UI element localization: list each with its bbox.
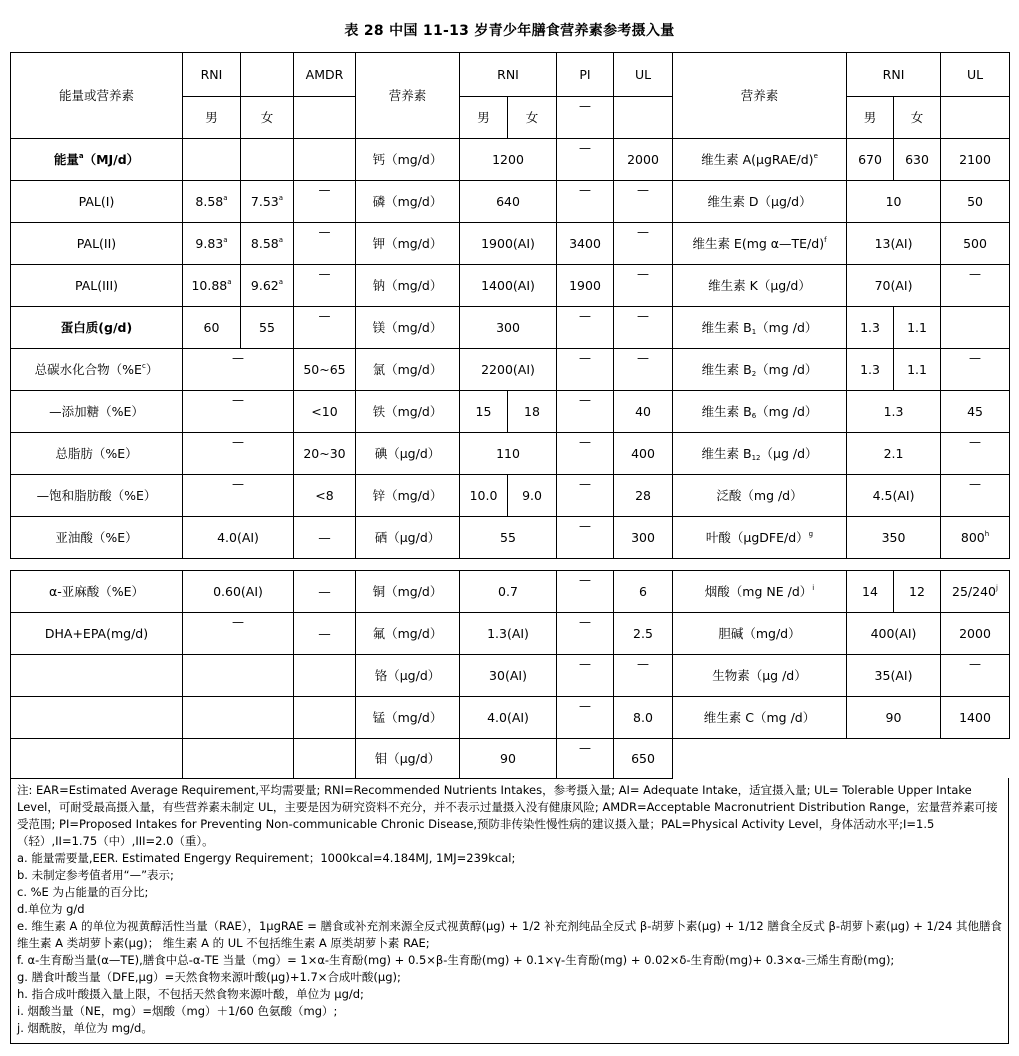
value-rni: 10 (847, 181, 941, 223)
table-row (11, 613, 1010, 655)
value-amdr-dash-inline: — (294, 517, 356, 559)
table-row (11, 571, 1010, 613)
value-pi-dash (557, 655, 614, 697)
value-ul: 8.0 (614, 697, 673, 739)
value-amdr-dash (294, 223, 356, 265)
nutrient-name: 氟（mg/d） (356, 613, 460, 655)
value-rni-dash (183, 391, 294, 433)
value-ul: 2.5 (614, 613, 673, 655)
nutrient-name: 硒（μg/d） (356, 517, 460, 559)
nutrient-name: 维生素 $B_2(mg$ /d） (673, 349, 847, 391)
value-rni (183, 697, 294, 739)
table-row (11, 697, 1010, 739)
value-male: 8.58$^a$ (183, 181, 241, 223)
value-ul: 50 (941, 181, 1010, 223)
nutrient-name: —饱和脂肪酸（%E） (11, 475, 183, 517)
value-male: 1.3 (847, 307, 894, 349)
value-pi-dash (557, 697, 614, 739)
value-ul-dash (941, 349, 1010, 391)
nutrient-name: 能量$^a$（MJ/d） (11, 139, 183, 181)
header-female-2: 女 (508, 97, 557, 139)
header-energy-nutrient: 能量或营养素 (11, 53, 183, 139)
value-male: 9.83$^a$ (183, 223, 241, 265)
value-female: 18 (508, 391, 557, 433)
nutrient-name: PAL(I) (11, 181, 183, 223)
nutrient-name: 锰（mg/d） (356, 697, 460, 739)
nutrient-name: 磷（mg/d） (356, 181, 460, 223)
header-ul-3-blank (941, 97, 1010, 139)
value-ul: 650 (614, 739, 673, 779)
table-row (11, 517, 1010, 559)
value-rni-dash (183, 433, 294, 475)
value-pi: 3400 (557, 223, 614, 265)
nutrient-name (11, 739, 183, 779)
value-amdr-dash (294, 181, 356, 223)
nutrient-table-upper (10, 52, 1010, 559)
header-female-3: 女 (894, 97, 941, 139)
header-amdr: AMDR (294, 53, 356, 97)
value-pi: 1900 (557, 265, 614, 307)
value-amdr: <10 (294, 391, 356, 433)
value-rni: 0.7 (460, 571, 557, 613)
value-ul-dash (614, 655, 673, 697)
header-female-1: 女 (241, 97, 294, 139)
value-ul: 400 (614, 433, 673, 475)
nutrient-name: 烟酸（mg NE /d）$^i$ (673, 571, 847, 613)
value-male: 10.88$^a$ (183, 265, 241, 307)
note-c: c. %E 为占能量的百分比; (17, 885, 149, 899)
value-amdr (294, 697, 356, 739)
nutrient-name: 维生素 $B_{12}(\mu g$ /d） (673, 433, 847, 475)
table-row (11, 433, 1010, 475)
header-pi-dash (557, 97, 614, 139)
value-rni: 13(AI) (847, 223, 941, 265)
value-pi-dash (557, 613, 614, 655)
value-ul: 6 (614, 571, 673, 613)
value-rni: 1400(AI) (460, 265, 557, 307)
nutrient-name (11, 655, 183, 697)
value-rni: 70(AI) (847, 265, 941, 307)
header-ul-2: UL (614, 53, 673, 97)
note-f: f. α-生育酚当量(α—TE),膳食中总-α-TE 当量（mg）= 1×α-生育酚(mg) + 0.5×β-生育酚(mg) + 0.1×γ-生育酚(mg) + 0.02×δ-生育酚(mg)+ 0.3×α-三烯生育酚(mg); (17, 953, 895, 967)
nutrient-name: 镁（mg/d） (356, 307, 460, 349)
nutrient-name: 维生素 C（mg /d） (673, 697, 847, 739)
value-amdr-dash (294, 307, 356, 349)
value-pi-dash (557, 433, 614, 475)
value-rni: 2.1 (847, 433, 941, 475)
nutrient-name: 亚油酸（%E） (11, 517, 183, 559)
nutrient-table-lower (10, 570, 1010, 779)
value-male: 670 (847, 139, 894, 181)
value-ul: 28 (614, 475, 673, 517)
value-ul: 300 (614, 517, 673, 559)
nutrient-name: α-亚麻酸（%E） (11, 571, 183, 613)
header-rni-3: RNI (847, 53, 941, 97)
value-pi-dash (557, 739, 614, 779)
nutrient-name: 钼（μg/d） (356, 739, 460, 779)
value-female: 630 (894, 139, 941, 181)
value-male: 60 (183, 307, 241, 349)
nutrient-name: 锌（mg/d） (356, 475, 460, 517)
value-rni: 1900(AI) (460, 223, 557, 265)
value-ul: 2000 (614, 139, 673, 181)
value-ul: 2000 (941, 613, 1010, 655)
nutrient-name: 蛋白质(g/d) (11, 307, 183, 349)
value-male: 15 (460, 391, 508, 433)
value-pi-dash (557, 475, 614, 517)
value-ul: 40 (614, 391, 673, 433)
value-rni: 90 (847, 697, 941, 739)
nutrient-name: 生物素（μg /d） (673, 655, 847, 697)
value-rni: 110 (460, 433, 557, 475)
value-male: 1.3 (847, 349, 894, 391)
value-rni: 55 (460, 517, 557, 559)
table-row (11, 475, 1010, 517)
nutrient-name: 氯（mg/d） (356, 349, 460, 391)
table-row (11, 391, 1010, 433)
note-main: 注: EAR=Estimated Average Requirement,平均需要量; RNI=Recommended Nutrients Intakes，参考摄入量; AI= Adequate Intake，适宜摄入量; UL= Tolerable Upper Intake Level，可耐受最高摄入量，有些营养素未制定 UL，主要是因为研究资料不充分，并不表示过量摄入没有健康风险; AMDR=Acceptable Macronutrient Distribution Range，宏量营养素可接受范围; PI=Proposed Intakes for Preventing Non-communicable Chronic Disease,预防非传染性慢性病的建议摄入量；PAL=Physical Activity Level，身体活动水平;I=1.5（轻）,II=1.75（中）,III=2.0（重）。 (17, 783, 998, 848)
value-amdr-dash (294, 265, 356, 307)
note-h: h. 指合成叶酸摄入量上限，不包括天然食物来源叶酸，单位为 μg/d; (17, 987, 364, 1001)
value-pi-dash (557, 181, 614, 223)
value-pi-dash (557, 391, 614, 433)
nutrient-name: 碘（μg/d） (356, 433, 460, 475)
value-ul-dash (941, 265, 1010, 307)
nutrient-name: 维生素 E(mg α—TE/d)$^f$ (673, 223, 847, 265)
value-pi-dash (557, 139, 614, 181)
value-ul: 800$^h$ (941, 517, 1010, 559)
note-e: e. 维生素 A 的单位为视黄醇活性当量（RAE），1μgRAE = 膳食或补充剂来源全反式视黄醇(μg) + 1/2 补充剂纯品全反式 β-胡萝卜素(μg) + 1/12 膳食全反式 β-胡萝卜素(μg) + 1/24 其他膳食维生素 A 类胡萝卜素(μg)； 维生素 A 的 UL 不包括维生素 A 原类胡萝卜素 RAE; (17, 919, 1003, 950)
value-amdr (294, 739, 356, 779)
nutrient-name: 总碳水化合物$(\%E^c)$ (11, 349, 183, 391)
value-amdr: 50~65 (294, 349, 356, 391)
footnotes (10, 778, 1009, 1044)
nutrient-name: 泛酸（mg /d） (673, 475, 847, 517)
value-female: 55 (241, 307, 294, 349)
table-row (11, 655, 1010, 697)
value-rni: 4.5(AI) (847, 475, 941, 517)
value-rni: 1.3(AI) (460, 613, 557, 655)
nutrient-name: PAL(II) (11, 223, 183, 265)
header-amdr-blank (294, 97, 356, 139)
value-ul-dash (614, 265, 673, 307)
nutrient-name: 胆碱（mg/d） (673, 613, 847, 655)
value-ul: 2100 (941, 139, 1010, 181)
value-pi-dash (557, 307, 614, 349)
table-row (11, 139, 1010, 181)
header-rni-1-blank (241, 53, 294, 97)
value-rni: 90 (460, 739, 557, 779)
value-ul: 45 (941, 391, 1010, 433)
nutrient-name: PAL(III) (11, 265, 183, 307)
table-title: 表 28 中国 11-13 岁青少年膳食营养素参考摄入量 (344, 23, 675, 39)
nutrient-name: 维生素 D（μg/d） (673, 181, 847, 223)
value-rni: 0.60(AI) (183, 571, 294, 613)
value-rni (183, 655, 294, 697)
table-row (11, 349, 1010, 391)
note-j: j. 烟酰胺，单位为 mg/d。 (17, 1021, 153, 1035)
nutrient-name: 钙（mg/d） (356, 139, 460, 181)
nutrient-name: 维生素 $B_6(mg$ /d） (673, 391, 847, 433)
value-rni-dash (183, 475, 294, 517)
nutrient-name: 总脂肪（%E） (11, 433, 183, 475)
value-ul-dash (941, 475, 1010, 517)
value-male: 10.0 (460, 475, 508, 517)
nutrient-name: —添加糖（%E） (11, 391, 183, 433)
value-female: 7.53$^a$ (241, 181, 294, 223)
header-rni-2: RNI (460, 53, 557, 97)
value-rni: 35(AI) (847, 655, 941, 697)
nutrient-name: 铜（mg/d） (356, 571, 460, 613)
value-amdr: <8 (294, 475, 356, 517)
value-amdr (294, 655, 356, 697)
value-rni: 30(AI) (460, 655, 557, 697)
value-pi-dash (557, 517, 614, 559)
value-rni: 350 (847, 517, 941, 559)
header-ul-3: UL (941, 53, 1010, 97)
value-ul: 500 (941, 223, 1010, 265)
nutrient-name: 叶酸（μgDFE/d）$^g$ (673, 517, 847, 559)
value-rni (183, 739, 294, 779)
value-pi-dash (557, 571, 614, 613)
note-d: d.单位为 g/d (17, 902, 85, 916)
empty-cell (673, 739, 1010, 779)
value-ul-dash (614, 307, 673, 349)
note-b: b. 未制定参考值者用“—”表示; (17, 868, 174, 882)
table-row (11, 181, 1010, 223)
value-ul (941, 307, 1010, 349)
header-nutrient-3: 营养素 (673, 53, 847, 139)
header-pi: PI (557, 53, 614, 97)
nutrient-name: 维生素 K（μg/d） (673, 265, 847, 307)
value-rni: 4.0(AI) (183, 517, 294, 559)
nutrient-name: 维生素 $B_1(mg$ /d） (673, 307, 847, 349)
value-amdr: 20~30 (294, 433, 356, 475)
value-rni: 1200 (460, 139, 557, 181)
value-male: 14 (847, 571, 894, 613)
header-row-1 (11, 53, 1010, 97)
nutrient-name (11, 697, 183, 739)
header-male-3: 男 (847, 97, 894, 139)
table-row (11, 223, 1010, 265)
nutrient-name: 铁（mg/d） (356, 391, 460, 433)
header-male-1: 男 (183, 97, 241, 139)
value-ul-dash (614, 181, 673, 223)
value-female: 8.58$^a$ (241, 223, 294, 265)
value-rni-dash (183, 613, 294, 655)
value-male (183, 139, 241, 181)
value-female: 9.0 (508, 475, 557, 517)
value-rni: 1.3 (847, 391, 941, 433)
nutrient-name: 维生素 A(μgRAE/d)$^e$ (673, 139, 847, 181)
value-ul: 1400 (941, 697, 1010, 739)
value-ul: 25/240$^j$ (941, 571, 1010, 613)
value-amdr-dash-inline: — (294, 571, 356, 613)
value-female: 1.1 (894, 349, 941, 391)
value-rni: 4.0(AI) (460, 697, 557, 739)
value-ul-dash (941, 655, 1010, 697)
header-nutrient-2: 营养素 (356, 53, 460, 139)
value-female: 1.1 (894, 307, 941, 349)
header-ul-2-blank (614, 97, 673, 139)
value-ul-dash (614, 223, 673, 265)
value-rni: 2200(AI) (460, 349, 557, 391)
nutrient-name: DHA+EPA(mg/d) (11, 613, 183, 655)
value-pi-dash (557, 349, 614, 391)
value-amdr (294, 139, 356, 181)
value-rni: 640 (460, 181, 557, 223)
header-rni-1: RNI (183, 53, 241, 97)
value-amdr-dash-inline: — (294, 613, 356, 655)
value-rni: 300 (460, 307, 557, 349)
value-female: 9.62$^a$ (241, 265, 294, 307)
note-g: g. 膳食叶酸当量（DFE,μg）=天然食物来源叶酸(μg)+1.7×合成叶酸(μg); (17, 970, 401, 984)
note-a: a. 能量需要量,EER. Estimated Engergy Requirement；1000kcal=4.184MJ, 1MJ=239kcal; (17, 851, 516, 865)
value-female (241, 139, 294, 181)
value-rni-dash (183, 349, 294, 391)
table-row (11, 307, 1010, 349)
nutrient-name: 铬（μg/d） (356, 655, 460, 697)
value-ul-dash (941, 433, 1010, 475)
header-male-2: 男 (460, 97, 508, 139)
nutrient-name: 钾（mg/d） (356, 223, 460, 265)
table-row (11, 265, 1010, 307)
note-i: i. 烟酸当量（NE，mg）=烟酸（mg）＋1/60 色氨酸（mg）; (17, 1004, 338, 1018)
value-ul-dash (614, 349, 673, 391)
table-row (11, 739, 1010, 779)
value-rni: 400(AI) (847, 613, 941, 655)
value-female: 12 (894, 571, 941, 613)
nutrient-name: 钠（mg/d） (356, 265, 460, 307)
